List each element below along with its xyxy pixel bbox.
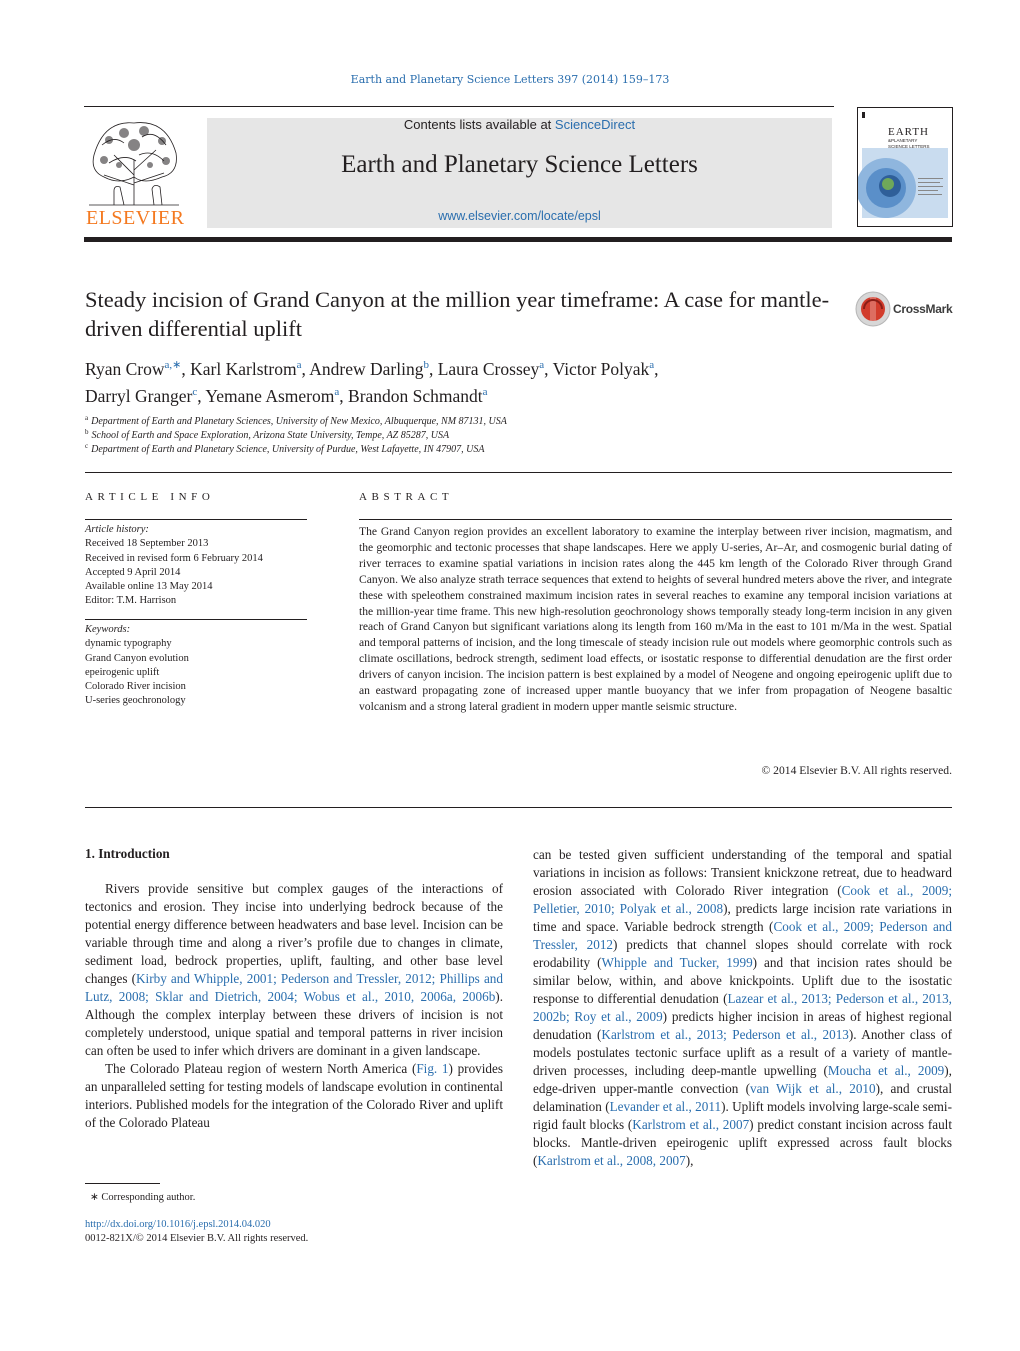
journal-url-link[interactable]: www.elsevier.com/locate/epsl xyxy=(438,209,601,223)
author-name[interactable]: Ryan Crow xyxy=(85,359,165,379)
journal-title: Earth and Planetary Science Letters xyxy=(341,151,698,178)
info-top-rule xyxy=(85,472,952,473)
intro-paragraph-3 xyxy=(533,846,952,1170)
keyword-item: Grand Canyon evolution xyxy=(85,653,189,664)
keyword-item: dynamic typography xyxy=(85,638,172,649)
history-accepted: Accepted 9 April 2014 xyxy=(85,567,181,578)
citation-link[interactable]: Karlstrom et al., 2013; Pederson et al., 2013 xyxy=(601,1027,849,1042)
elsevier-tree-logo xyxy=(84,115,184,207)
abstract-text: The Grand Canyon region provides an excellent laboratory to examine the interplay between river incision, magmatism, and the geomorphic and tectonic processes that shape landscapes. Here we apply U-series, Ar–Ar, and cosmogenic burial dating of river terraces to examine spatial variations in incision rates along the 445 km length of the Colorado River through Grand Canyon. We also analyze strath terrace sequences that extend to heights of several hundred meters above the river, and integrate these with speleothem constrained maximum incision rates in several reaches to examine any temporal incision variations at the million-year time frame. This new high-resolution geochronology shows temporally steady long-term incision in any given reach of Grand Canyon but significant variations along its length from 160 m/Ma in the east to 101 m/Ma in the west. Spatial and temporal patterns of incision, and the long timescale of steady incision rule out models where geomorphic controls such as climate oscillations, bedrock strength, sediment load effects, or isostatic response to differential denudation are the first order drivers of canyon incision. The incision pattern is best explained by a model of Neogene and ongoing epeirogenic uplift due to an eastward propagating zone of increased upper mantle buoyancy that we infer from propagation of Neogene basaltic volcanism and a strong lateral gradient in modern upper mantle seismic structure. xyxy=(359,525,952,713)
author-affiliation-mark[interactable]: a xyxy=(539,359,545,371)
affiliation-a xyxy=(85,414,955,427)
journal-cover-thumbnail[interactable] xyxy=(857,107,953,227)
article-info-rule xyxy=(85,519,307,520)
citation-link[interactable]: Whipple and Tucker, 1999 xyxy=(601,955,753,970)
citation-link[interactable]: van Wijk et al., 2010 xyxy=(750,1081,876,1096)
abstract-copyright: © 2014 Elsevier B.V. All rights reserved. xyxy=(761,764,952,777)
keyword-item: U-series geochronology xyxy=(85,695,186,706)
keyword-item: epeirogenic uplift xyxy=(85,667,160,678)
paragraph-text: ). Although the complex interplay between these drivers of incision is not completely understood, unique spatial and temporal patterns in river incision can often be used to infer which drivers are dominant in a given landscape. xyxy=(85,989,503,1058)
author-affiliation-mark[interactable]: a xyxy=(482,386,488,398)
author-name[interactable]: Karl Karlstrom xyxy=(190,359,297,379)
author-separator: , xyxy=(197,386,206,406)
footnote-rule xyxy=(85,1183,160,1184)
header-thick-rule xyxy=(84,237,952,242)
corresponding-author-note: ∗ Corresponding author. xyxy=(90,1192,196,1203)
contents-line xyxy=(207,117,832,132)
author-affiliation-mark[interactable]: c xyxy=(192,386,198,398)
author-name[interactable]: Darryl Granger xyxy=(85,386,193,406)
history-online: Available online 13 May 2014 xyxy=(85,581,213,592)
cover-title-2: &PLANETARY xyxy=(888,138,918,143)
crossmark-label[interactable]: CrossMark xyxy=(893,302,953,316)
author-separator: , xyxy=(181,359,191,379)
author-affiliation-mark[interactable]: a,∗ xyxy=(164,359,182,371)
intro-paragraph-2 xyxy=(85,1060,503,1132)
history-revised: Received in revised form 6 February 2014 xyxy=(85,553,263,564)
author-affiliation-mark[interactable]: a xyxy=(296,359,302,371)
paragraph-text: ). Uplift models involving large-scale semi-rigid fault blocks ( xyxy=(533,1099,952,1132)
paragraph-text: ) predicts that channel slopes should correlate with rock erodability ( xyxy=(533,937,952,970)
author-separator: , xyxy=(301,359,310,379)
citation-link[interactable]: Cook et al., 2009; Pelletier, 2010; Polyak et al., 2008 xyxy=(533,883,952,916)
paragraph-text: The Colorado Plateau region of western North America ( xyxy=(105,1061,417,1076)
paragraph-text: ), predicts large incision rate variations in time and space. Variable bedrock strength ( xyxy=(533,901,952,934)
paragraph-text: can be tested given sufficient understanding of the temporal and spatial variations in incision as follows: Transient knickzone retreat, due to headward erosion associated with Colorado River integration ( xyxy=(533,847,952,898)
banner-top-rule xyxy=(84,106,834,107)
intro-paragraph-1 xyxy=(85,880,503,1060)
citation-link[interactable]: Lazear et al., 2013; Pederson et al., 2013, 2002b; Roy et al., 2009 xyxy=(533,991,952,1024)
affiliation-text: Department of Earth and Planetary Science, University of Purdue, West Lafayette, IN 47907, USA xyxy=(91,444,485,455)
paragraph-text: Rivers provide sensitive but complex gauges of the interactions of tectonics and erosion. They incise into underlying bedrock because of the potential energy difference between headwaters and base level. Incision can be variable through time and along a river’s profile due to changes in climate, sediment load, bedrock properties, uplift, faulting, and other base level changes ( xyxy=(85,881,503,986)
affiliation-text: School of Earth and Space Exploration, Arizona State University, Tempe, AZ 85287, USA xyxy=(91,430,450,441)
paragraph-text: ), and crustal delamination ( xyxy=(533,1081,952,1114)
citation-link[interactable]: Levander et al., 2011 xyxy=(609,1099,722,1114)
affiliation-label: a xyxy=(85,414,89,422)
citation-link[interactable]: Fig. 1 xyxy=(416,1061,449,1076)
author-separator: , xyxy=(339,386,349,406)
affiliation-c xyxy=(85,442,955,455)
paragraph-text: ), xyxy=(685,1153,694,1168)
affiliation-b xyxy=(85,428,955,441)
paragraph-text: ) predict constant incision across fault blocks. Mantle-driven epeirogenic uplift expressed across fault blocks ( xyxy=(533,1117,952,1168)
citation-link[interactable]: Moucha et al., 2009 xyxy=(827,1063,945,1078)
contents-prefix: Contents lists available at xyxy=(403,117,555,132)
abstract-heading: ABSTRACT xyxy=(359,491,454,503)
doi-link[interactable]: http://dx.doi.org/10.1016/j.epsl.2014.04.020 xyxy=(85,1219,271,1230)
author-name[interactable]: Andrew Darling xyxy=(309,359,424,379)
publisher-name: ELSEVIER xyxy=(86,207,185,229)
keywords-rule xyxy=(85,619,307,620)
affiliation-label: b xyxy=(85,428,89,436)
issn-line: 0012-821X/© 2014 Elsevier B.V. All rights reserved. xyxy=(85,1233,309,1244)
paragraph-text: ), edge-driven upper-mantle convection ( xyxy=(533,1063,952,1096)
author-separator: , xyxy=(428,359,438,379)
paragraph-text: ). Another class of models postulates tectonic surface uplift as a result of a variety of mantle-driven processes, including deep-mantle upwelling ( xyxy=(533,1027,952,1078)
affiliation-text: Department of Earth and Planetary Sciences, University of New Mexico, Albuquerque, NM 87131, USA xyxy=(91,416,507,427)
article-title: Steady incision of Grand Canyon at the million year timeframe: A case for mantle-driven differential uplift xyxy=(85,287,830,341)
cover-title-3: SCIENCE LETTERS xyxy=(888,144,930,149)
citation-link[interactable]: Cook et al., 2009; Pederson and Tressler, 2012 xyxy=(533,919,952,952)
author-name[interactable]: Brandon Schmandt xyxy=(348,386,483,406)
intro-left-column xyxy=(85,880,503,1132)
history-editor: Editor: T.M. Harrison xyxy=(85,595,177,606)
journal-citation[interactable]: Earth and Planetary Science Letters 397 (2014) 159–173 xyxy=(350,73,670,86)
cover-title-1: EARTH xyxy=(888,126,930,138)
citation-link[interactable]: Karlstrom et al., 2007 xyxy=(632,1117,750,1132)
history-label: Article history: xyxy=(85,524,149,535)
author-list xyxy=(85,354,955,408)
affiliation-label: c xyxy=(85,442,89,450)
citation-link[interactable]: Karlstrom et al., 2008, 2007 xyxy=(537,1153,686,1168)
author-affiliation-mark[interactable]: a xyxy=(649,359,655,371)
article-info-heading: ARTICLE INFO xyxy=(85,491,215,503)
history-received: Received 18 September 2013 xyxy=(85,538,209,549)
keywords-label: Keywords: xyxy=(85,624,131,635)
abstract-rule xyxy=(359,519,952,520)
abstract-bottom-rule xyxy=(85,807,952,808)
author-affiliation-mark[interactable]: b xyxy=(423,359,429,371)
paragraph-text: ) provides an unparalleled setting for testing models of landscape evolution in continental interiors. Published models for the integration of the Colorado River and uplift of the Colorado Plateau xyxy=(85,1061,504,1130)
paragraph-text: ) and that incision rates should be similar below, within, and above knickpoints. Uplift due to the isostatic response to differential denudation ( xyxy=(533,955,952,1006)
author-name[interactable]: Victor Polyak xyxy=(552,359,650,379)
author-separator: , xyxy=(654,359,659,379)
author-affiliation-mark[interactable]: a xyxy=(334,386,340,398)
citation-link[interactable]: Kirby and Whipple, 2001; Pederson and Tressler, 2012; Phillips and Lutz, 2008; Sklar and Dietrich, 2004; Wobus et al., 2010, 2006a, 2006b xyxy=(85,971,503,1004)
author-separator: , xyxy=(544,359,553,379)
author-name[interactable]: Yemane Asmerom xyxy=(205,386,335,406)
crossmark-icon xyxy=(855,291,891,327)
author-name[interactable]: Laura Crossey xyxy=(437,359,540,379)
paragraph-text: ) predicts higher incision in areas of highest regional denudation ( xyxy=(533,1009,952,1042)
intro-right-column xyxy=(533,846,952,1170)
section-title: 1. Introduction xyxy=(85,846,170,861)
sciencedirect-link[interactable]: ScienceDirect xyxy=(554,117,636,132)
keyword-item: Colorado River incision xyxy=(85,681,186,692)
